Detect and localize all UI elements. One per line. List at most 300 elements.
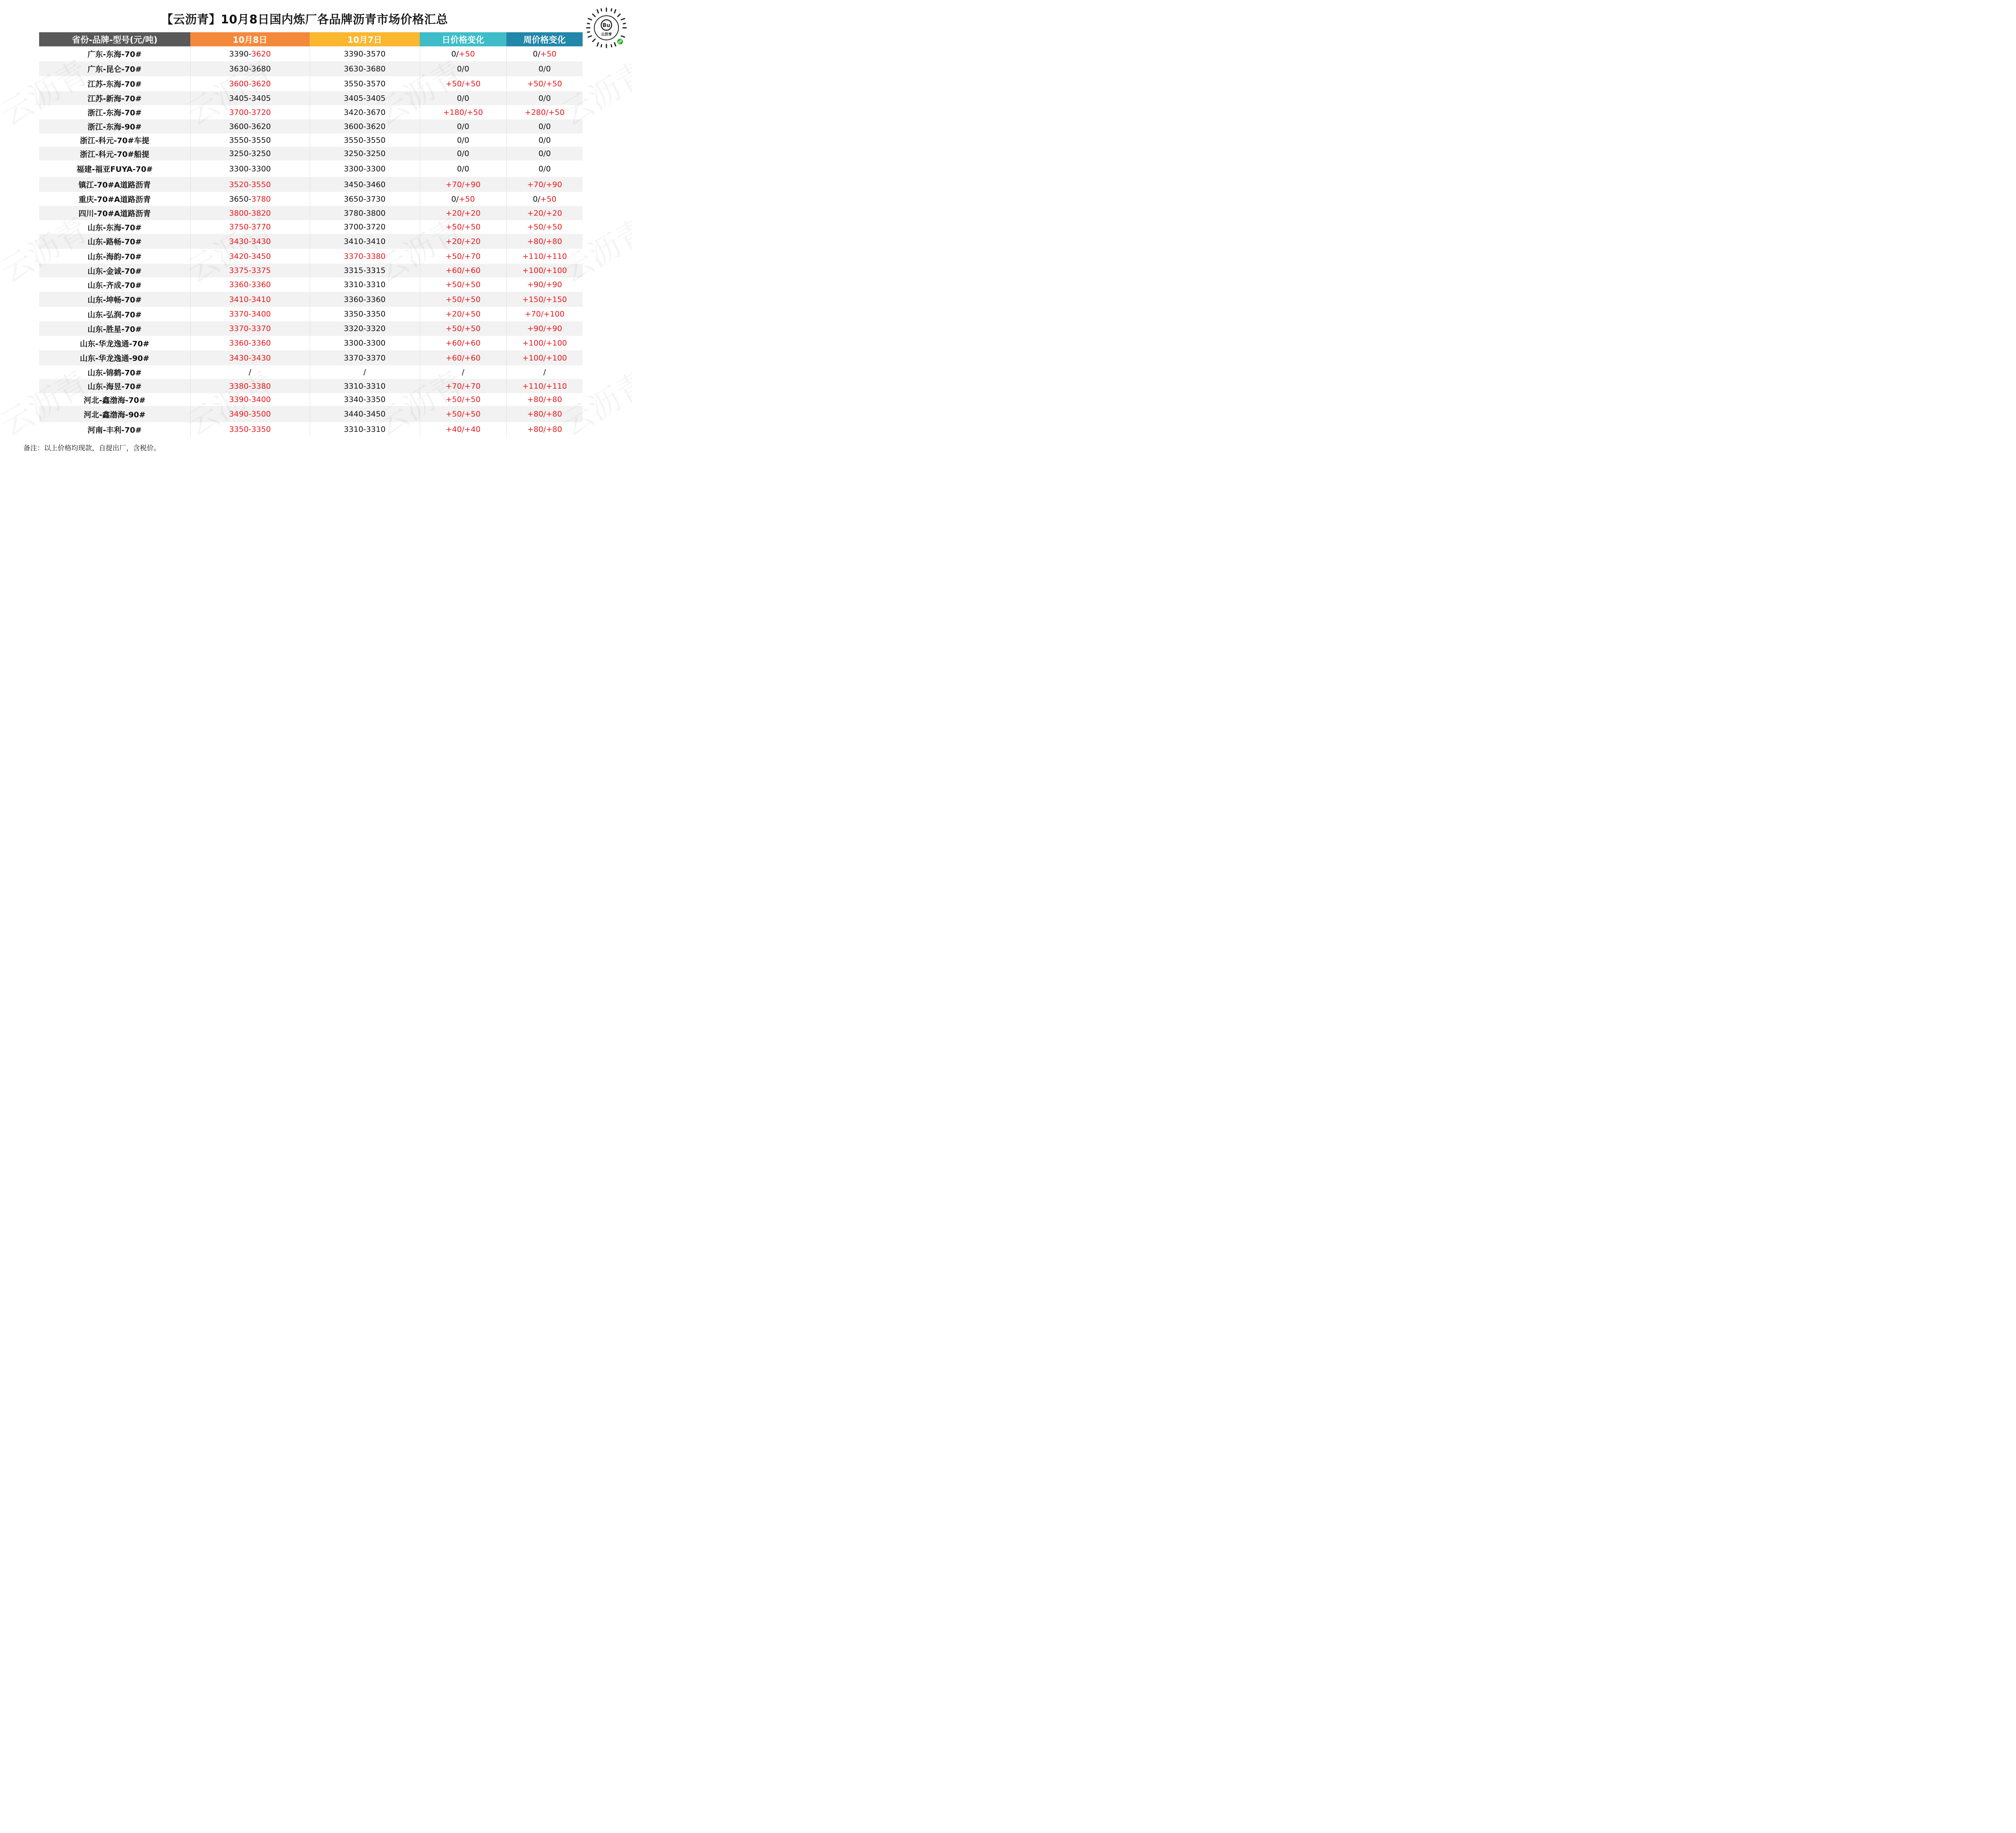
- today-price-cell: [190, 406, 310, 422]
- prev-price-separator: -: [363, 135, 366, 145]
- today-price-separator: -: [248, 164, 252, 173]
- today-price-separator: -: [248, 223, 252, 231]
- table-row: [39, 292, 583, 307]
- today-price-low: 3650: [229, 194, 249, 204]
- today-price-cell: [190, 292, 310, 307]
- weekly-change-cell: [506, 422, 583, 437]
- weekly-change-separator: /: [543, 135, 546, 145]
- prev-price-separator: -: [363, 180, 366, 189]
- daily-change-separator: /: [462, 122, 464, 131]
- weekly-change-separator: /: [543, 237, 546, 246]
- prev-price-low: 3650: [344, 194, 364, 204]
- prev-price-high: 3730: [366, 194, 386, 204]
- daily-change-high: +50: [464, 324, 481, 333]
- daily-change-high: +50: [464, 310, 481, 319]
- today-price-separator: -: [248, 237, 252, 246]
- daily-change-cell: [420, 336, 506, 350]
- daily-change-low: 0: [457, 164, 462, 173]
- today-price-low: 3380: [229, 381, 249, 391]
- today-price-cell: [190, 61, 310, 76]
- today-price-cell: [190, 46, 310, 61]
- brand-cell: 广东-昆仑-70#: [39, 61, 190, 76]
- prev-price-low: 3390: [344, 49, 364, 58]
- daily-change-low: +20: [446, 310, 462, 319]
- daily-change-low: +50: [446, 252, 462, 261]
- daily-change-separator: /: [462, 180, 464, 189]
- daily-change-separator: /: [462, 266, 464, 275]
- prev-price-low: /: [363, 368, 366, 377]
- today-price-separator: -: [248, 266, 252, 275]
- table-row: [39, 61, 583, 76]
- brand-cell: 山东-齐成-70#: [39, 277, 190, 292]
- weekly-change-low: +90: [527, 324, 544, 333]
- today-price-low: 3520: [229, 180, 249, 189]
- today-price-high: 3770: [251, 223, 271, 231]
- prev-price-high: 3550: [366, 135, 386, 145]
- weekly-change-low: +70: [527, 180, 544, 189]
- today-price-separator: -: [248, 49, 252, 58]
- today-price-high: 3620: [251, 122, 271, 131]
- prev-price-low: 3350: [344, 310, 364, 319]
- daily-change-separator: /: [462, 94, 464, 103]
- prev-price-separator: -: [363, 108, 366, 117]
- today-price-separator: -: [248, 381, 252, 391]
- today-price-cell: [190, 393, 310, 406]
- daily-change-low: /: [462, 368, 464, 377]
- today-price-cell: [190, 365, 310, 379]
- prev-price-cell: [310, 264, 420, 277]
- today-price-separator: -: [248, 94, 252, 103]
- weekly-change-high: +50: [548, 108, 565, 117]
- weekly-change-low: +50: [527, 223, 544, 231]
- weekly-change-separator: /: [546, 108, 548, 117]
- prev-price-low: 3315: [344, 266, 364, 275]
- daily-change-cell: [420, 365, 506, 379]
- weekly-change-low: +50: [527, 79, 544, 88]
- prev-price-low: 3600: [344, 122, 364, 131]
- today-price-low: 3390: [229, 395, 249, 404]
- table-row: [39, 379, 583, 393]
- today-price-cell: [190, 76, 310, 91]
- weekly-change-cell: [506, 277, 583, 292]
- today-price-high: 3430: [251, 353, 271, 362]
- today-price-cell: [190, 321, 310, 336]
- daily-change-cell: [420, 249, 506, 264]
- daily-change-cell: [420, 393, 506, 406]
- brand-cell: 河北-鑫渤海-90#: [39, 406, 190, 422]
- weekly-change-cell: [506, 177, 583, 192]
- prev-price-cell: [310, 307, 420, 321]
- col-header-today: 10月8日: [190, 32, 310, 46]
- weekly-change-low: +80: [527, 395, 544, 404]
- weekly-change-separator: /: [537, 49, 540, 58]
- prev-price-separator: -: [363, 353, 366, 362]
- weekly-change-high: +80: [546, 410, 562, 419]
- today-price-separator: -: [248, 310, 252, 319]
- weekly-change-separator: /: [543, 295, 546, 304]
- prev-price-low: 3360: [344, 295, 364, 304]
- daily-change-separator: /: [456, 194, 459, 204]
- prev-price-separator: -: [363, 194, 366, 204]
- prev-price-separator: -: [363, 94, 366, 103]
- prev-price-high: 3720: [366, 223, 386, 231]
- today-price-high: 3680: [251, 64, 271, 73]
- weekly-change-low: 0: [533, 49, 538, 58]
- daily-change-low: 0: [457, 64, 462, 73]
- weekly-change-cell: [506, 406, 583, 422]
- prev-price-cell: [310, 350, 420, 365]
- daily-change-low: +50: [446, 324, 462, 333]
- prev-price-high: 3670: [366, 108, 386, 117]
- daily-change-low: +50: [446, 295, 462, 304]
- prev-price-separator: -: [363, 223, 366, 231]
- today-price-separator: -: [248, 64, 252, 73]
- daily-change-high: +20: [464, 237, 481, 246]
- today-price-separator: -: [248, 425, 252, 434]
- footnote: 备注：以上价格均现款，自提出厂，含税价。: [23, 444, 160, 452]
- prev-price-cell: [310, 321, 420, 336]
- daily-change-separator: /: [462, 280, 464, 289]
- brand-cell: 江苏-东海-70#: [39, 76, 190, 91]
- today-price-separator: -: [248, 295, 252, 304]
- weekly-change-high: +100: [546, 339, 567, 348]
- today-price-separator: -: [248, 122, 252, 131]
- brand-cell: 浙江-东海-70#: [39, 105, 190, 119]
- daily-change-cell: [420, 422, 506, 437]
- weekly-change-high: +50: [540, 49, 557, 58]
- prev-price-high: 3570: [366, 79, 386, 88]
- weekly-change-high: +110: [546, 252, 567, 261]
- prev-price-cell: [310, 365, 420, 379]
- weekly-change-cell: [506, 61, 583, 76]
- price-table: [39, 32, 583, 437]
- prev-price-cell: [310, 192, 420, 206]
- table-row: [39, 192, 583, 206]
- weekly-change-low: +20: [527, 208, 544, 218]
- col-header-yesterday: 10月7日: [310, 32, 420, 46]
- weekly-change-separator: /: [543, 79, 546, 88]
- weekly-change-low: +90: [527, 280, 544, 289]
- daily-change-high: +50: [464, 280, 481, 289]
- today-price-low: 3390: [229, 49, 249, 58]
- daily-change-separator: /: [462, 381, 464, 391]
- weekly-change-low: 0: [538, 164, 544, 173]
- today-price-low: 3300: [229, 164, 249, 173]
- col-header-brand: 省份-品牌-型号(元/吨): [39, 32, 190, 46]
- table-row: [39, 249, 583, 264]
- daily-change-cell: [420, 91, 506, 105]
- prev-price-cell: [310, 119, 420, 133]
- prev-price-separator: -: [363, 252, 366, 261]
- today-price-low: 3430: [229, 353, 249, 362]
- prev-price-low: 3440: [344, 410, 364, 419]
- qr-caption: 云沥青: [601, 33, 612, 37]
- weekly-change-low: +110: [522, 252, 544, 261]
- today-price-separator: -: [248, 194, 252, 204]
- today-price-high: 3820: [251, 208, 271, 218]
- weekly-change-low: /: [543, 368, 546, 377]
- today-price-cell: [190, 264, 310, 277]
- today-price-high: 3300: [251, 164, 271, 173]
- prev-price-low: 3405: [344, 94, 364, 103]
- table-row: [39, 264, 583, 277]
- weekly-change-low: +280: [525, 108, 546, 117]
- today-price-high: 3360: [251, 339, 271, 348]
- daily-change-separator: /: [462, 135, 464, 145]
- weekly-change-cell: [506, 192, 583, 206]
- daily-change-high: +50: [458, 49, 475, 58]
- today-price-high: 3450: [251, 252, 271, 261]
- weekly-change-cell: [506, 206, 583, 220]
- today-price-cell: [190, 379, 310, 393]
- weekly-change-separator: /: [543, 223, 546, 231]
- daily-change-cell: [420, 264, 506, 277]
- prev-price-high: 3310: [366, 425, 386, 434]
- weekly-change-separator: /: [543, 208, 546, 218]
- prev-price-high: 3315: [366, 266, 386, 275]
- daily-change-cell: [420, 220, 506, 234]
- prev-price-separator: -: [363, 295, 366, 304]
- prev-price-low: 3340: [344, 395, 364, 404]
- daily-change-high: +90: [464, 180, 481, 189]
- prev-price-high: 3620: [366, 122, 386, 131]
- prev-price-cell: [310, 220, 420, 234]
- today-price-separator: -: [248, 208, 252, 218]
- today-price-cell: [190, 234, 310, 249]
- brand-cell: 山东-锦鹤-70#: [39, 365, 190, 379]
- weekly-change-high: +80: [546, 425, 562, 434]
- weekly-change-separator: /: [543, 64, 546, 73]
- daily-change-low: 0: [451, 194, 456, 204]
- today-price-low: 3550: [229, 135, 249, 145]
- today-price-separator: -: [248, 108, 252, 117]
- today-price-cell: [190, 350, 310, 365]
- today-price-cell: [190, 133, 310, 147]
- weekly-change-low: +100: [522, 353, 544, 362]
- weekly-change-separator: /: [543, 94, 546, 103]
- prev-price-low: 3300: [344, 339, 364, 348]
- weekly-change-separator: /: [543, 410, 546, 419]
- weekly-change-high: +90: [546, 324, 562, 333]
- table-row: [39, 422, 583, 437]
- today-price-cell: [190, 192, 310, 206]
- weekly-change-separator: /: [543, 381, 546, 391]
- weekly-change-low: 0: [538, 94, 544, 103]
- prev-price-low: 3250: [344, 149, 364, 158]
- table-row: [39, 46, 583, 61]
- today-price-high: 3410: [251, 295, 271, 304]
- today-price-separator: -: [248, 324, 252, 333]
- today-price-high: 3405: [251, 94, 271, 103]
- today-price-low: 3360: [229, 280, 249, 289]
- today-price-high: 3360: [251, 280, 271, 289]
- weekly-change-separator: /: [543, 353, 546, 362]
- prev-price-separator: -: [363, 208, 366, 218]
- prev-price-high: 3800: [366, 208, 386, 218]
- prev-price-low: 3550: [344, 135, 364, 145]
- prev-price-separator: -: [363, 79, 366, 88]
- table-row: [39, 76, 583, 91]
- prev-price-cell: [310, 422, 420, 437]
- daily-change-high: +50: [458, 194, 475, 204]
- daily-change-cell: [420, 277, 506, 292]
- weekly-change-low: +110: [522, 381, 544, 391]
- prev-price-separator: -: [363, 410, 366, 419]
- daily-change-cell: [420, 105, 506, 119]
- today-price-low: 3405: [229, 94, 249, 103]
- weekly-change-cell: [506, 76, 583, 91]
- today-price-cell: [190, 105, 310, 119]
- today-price-high: 3620: [251, 49, 271, 58]
- weekly-change-cell: [506, 336, 583, 350]
- weekly-change-cell: [506, 160, 583, 177]
- today-price-low: 3360: [229, 339, 249, 348]
- prev-price-low: 3300: [344, 164, 364, 173]
- today-price-separator: -: [248, 410, 252, 419]
- today-price-low: 3420: [229, 252, 249, 261]
- today-price-cell: [190, 277, 310, 292]
- weekly-change-high: +90: [546, 280, 562, 289]
- today-price-high: 3400: [251, 310, 271, 319]
- prev-price-separator: -: [363, 324, 366, 333]
- table-row: [39, 393, 583, 406]
- daily-change-high: +50: [464, 295, 481, 304]
- daily-change-separator: /: [462, 324, 464, 333]
- today-price-high: 3430: [251, 237, 271, 246]
- weekly-change-separator: /: [543, 425, 546, 434]
- weekly-change-low: +150: [522, 295, 544, 304]
- table-row: [39, 105, 583, 119]
- today-price-cell: [190, 249, 310, 264]
- col-header-weekly-change: 周价格变化: [506, 32, 583, 46]
- today-price-low: 3600: [229, 79, 249, 88]
- daily-change-high: 0: [464, 164, 469, 173]
- weekly-change-high: +50: [546, 223, 562, 231]
- daily-change-cell: [420, 350, 506, 365]
- today-price-low: 3630: [229, 64, 249, 73]
- prev-price-low: 3630: [344, 64, 364, 73]
- daily-change-low: +50: [446, 79, 462, 88]
- weekly-change-separator: /: [543, 122, 546, 131]
- prev-price-separator: -: [363, 237, 366, 246]
- today-price-low: 3370: [229, 324, 249, 333]
- table-row: [39, 365, 583, 379]
- prev-price-high: 3320: [366, 324, 386, 333]
- weekly-change-separator: /: [537, 194, 540, 204]
- daily-change-high: +50: [464, 79, 481, 88]
- brand-cell: 浙江-东海-90#: [39, 119, 190, 133]
- daily-change-separator: /: [462, 164, 464, 173]
- mini-program-code-icon[interactable]: [585, 6, 628, 49]
- today-price-separator: -: [248, 353, 252, 362]
- today-price-cell: [190, 91, 310, 105]
- prev-price-high: 3310: [366, 280, 386, 289]
- weekly-change-low: 0: [538, 135, 544, 145]
- today-price-high: 3350: [251, 425, 271, 434]
- brand-cell: 山东-金诚-70#: [39, 264, 190, 277]
- weekly-change-cell: [506, 119, 583, 133]
- today-price-cell: [190, 220, 310, 234]
- weekly-change-high: 0: [546, 122, 551, 131]
- table-row: [39, 133, 583, 147]
- table-row: [39, 406, 583, 422]
- daily-change-high: 0: [464, 94, 469, 103]
- daily-change-cell: [420, 234, 506, 249]
- prev-price-low: 3310: [344, 280, 364, 289]
- table-header-row: [39, 32, 583, 46]
- prev-price-cell: [310, 46, 420, 61]
- daily-change-cell: [420, 160, 506, 177]
- weekly-change-cell: [506, 46, 583, 61]
- weekly-change-high: +90: [546, 180, 562, 189]
- prev-price-separator: -: [363, 64, 366, 73]
- prev-price-low: 3320: [344, 324, 364, 333]
- daily-change-separator: /: [462, 295, 464, 304]
- daily-change-high: +20: [464, 208, 481, 218]
- table-row: [39, 277, 583, 292]
- today-price-high: 3780: [251, 194, 271, 204]
- daily-change-high: +60: [464, 353, 481, 362]
- prev-price-separator: -: [363, 339, 366, 348]
- prev-price-separator: -: [363, 149, 366, 158]
- today-price-cell: [190, 206, 310, 220]
- today-price-low: 3750: [229, 223, 249, 231]
- table-row: [39, 206, 583, 220]
- weekly-change-low: +100: [522, 339, 544, 348]
- table-row: [39, 119, 583, 133]
- prev-price-cell: [310, 379, 420, 393]
- daily-change-low: 0: [451, 49, 456, 58]
- prev-price-cell: [310, 160, 420, 177]
- weekly-change-low: +70: [525, 310, 541, 319]
- prev-price-low: 3410: [344, 237, 364, 246]
- daily-change-high: +50: [464, 395, 481, 404]
- weekly-change-cell: [506, 321, 583, 336]
- prev-price-cell: [310, 91, 420, 105]
- daily-change-low: 0: [457, 135, 462, 145]
- today-price-high: 3550: [251, 180, 271, 189]
- weekly-change-cell: [506, 292, 583, 307]
- weekly-change-low: +80: [527, 425, 544, 434]
- weekly-change-separator: /: [543, 395, 546, 404]
- prev-price-high: 3460: [366, 180, 386, 189]
- weekly-change-cell: [506, 393, 583, 406]
- daily-change-separator: /: [456, 49, 459, 58]
- weekly-change-high: +100: [543, 310, 565, 319]
- today-price-cell: [190, 119, 310, 133]
- brand-cell: 山东-海韵-70#: [39, 249, 190, 264]
- prev-price-high: 3310: [366, 381, 386, 391]
- weekly-change-separator: /: [543, 252, 546, 261]
- prev-price-high: 3680: [366, 64, 386, 73]
- prev-price-high: 3450: [366, 410, 386, 419]
- weekly-change-high: +100: [546, 353, 567, 362]
- weekly-change-low: +80: [527, 410, 544, 419]
- daily-change-cell: [420, 119, 506, 133]
- prev-price-high: 3350: [366, 395, 386, 404]
- weekly-change-cell: [506, 220, 583, 234]
- today-price-high: 3720: [251, 108, 271, 117]
- prev-price-separator: -: [363, 49, 366, 58]
- weekly-change-high: 0: [546, 149, 551, 158]
- prev-price-high: 3250: [366, 149, 386, 158]
- daily-change-high: +60: [464, 266, 481, 275]
- weekly-change-separator: /: [543, 280, 546, 289]
- daily-change-cell: [420, 206, 506, 220]
- table-row: [39, 220, 583, 234]
- daily-change-high: 0: [464, 135, 469, 145]
- prev-price-high: 3405: [366, 94, 386, 103]
